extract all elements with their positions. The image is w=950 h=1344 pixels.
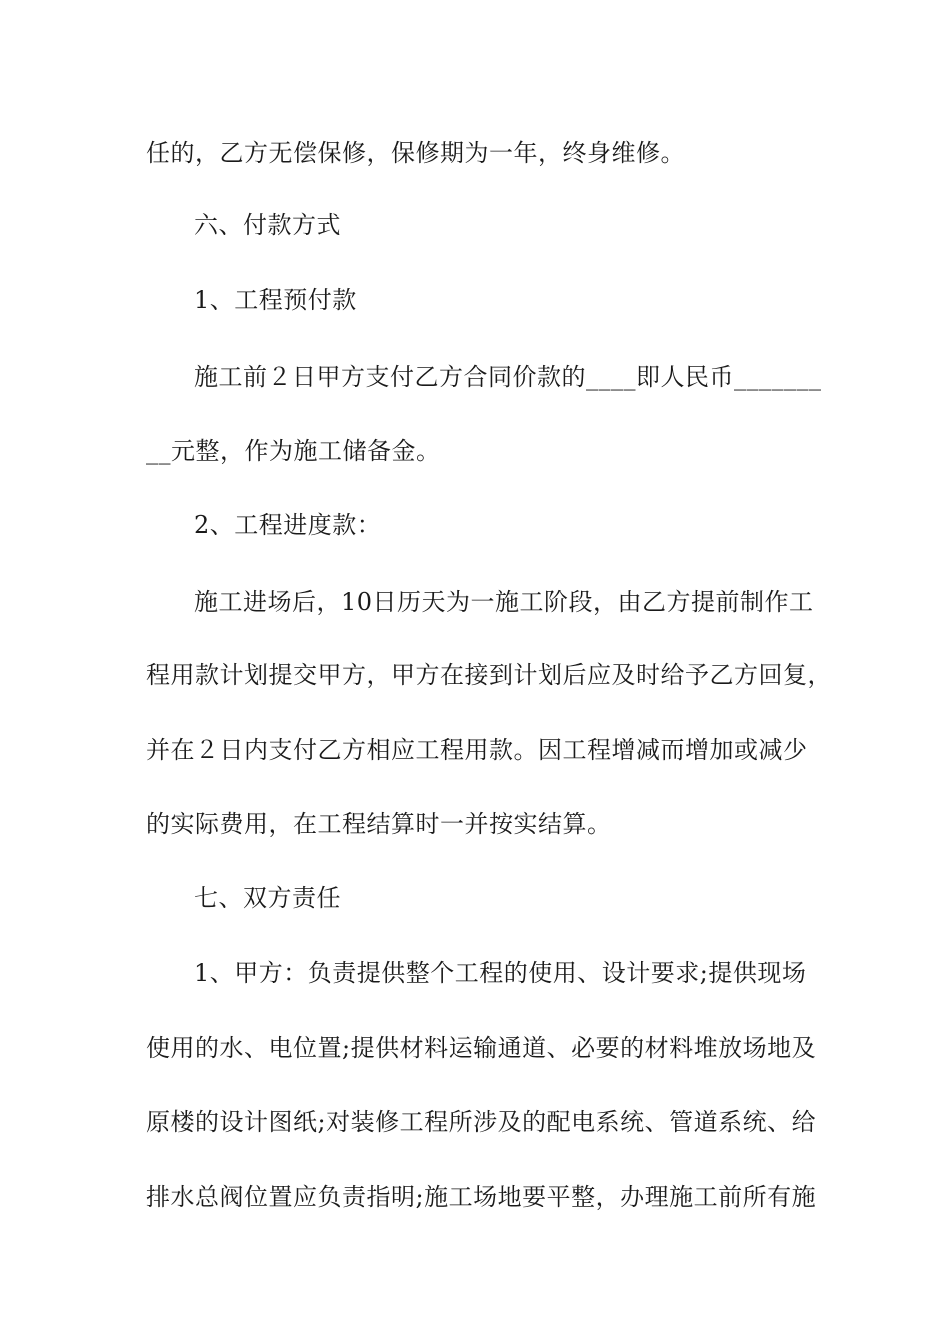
paragraph-line-11: 排水总阀位置应负责指明;施工场地要平整，办理施工前所有施 bbox=[146, 1183, 817, 1211]
section-heading-responsibilities: 七、双方责任 bbox=[194, 884, 341, 912]
paragraph-line-7: 的实际费用，在工程结算时一并按实结算。 bbox=[146, 810, 612, 838]
paragraph-line-6: 并在２日内支付乙方相应工程用款。因工程增减而增加或减少 bbox=[146, 736, 808, 764]
paragraph-line-10: 原楼的设计图纸;对装修工程所涉及的配电系统、管道系统、给 bbox=[146, 1108, 817, 1136]
subheading-progress-payment: 2、工程进度款： bbox=[194, 511, 382, 539]
paragraph-line-8: 1、甲方：负责提供整个工程的使用、设计要求;提供现场 bbox=[194, 959, 807, 987]
section-heading-payment: 六、付款方式 bbox=[194, 211, 341, 239]
paragraph-line-3: __元整，作为施工储备金。 bbox=[146, 437, 441, 465]
subheading-advance-payment: 1、工程预付款 bbox=[194, 286, 357, 314]
paragraph-line-4: 施工进场后，10日历天为一施工阶段，由乙方提前制作工 bbox=[194, 588, 814, 616]
paragraph-line-5: 程用款计划提交甲方，甲方在接到计划后应及时给予乙方回复， bbox=[146, 661, 832, 689]
paragraph-line-2: 施工前２日甲方支付乙方合同价款的____即人民币_______ bbox=[194, 363, 822, 391]
paragraph-line-9: 使用的水、电位置;提供材料运输通道、必要的材料堆放场地及 bbox=[146, 1034, 817, 1062]
paragraph-line-1: 任的，乙方无偿保修，保修期为一年，终身维修。 bbox=[146, 139, 685, 167]
